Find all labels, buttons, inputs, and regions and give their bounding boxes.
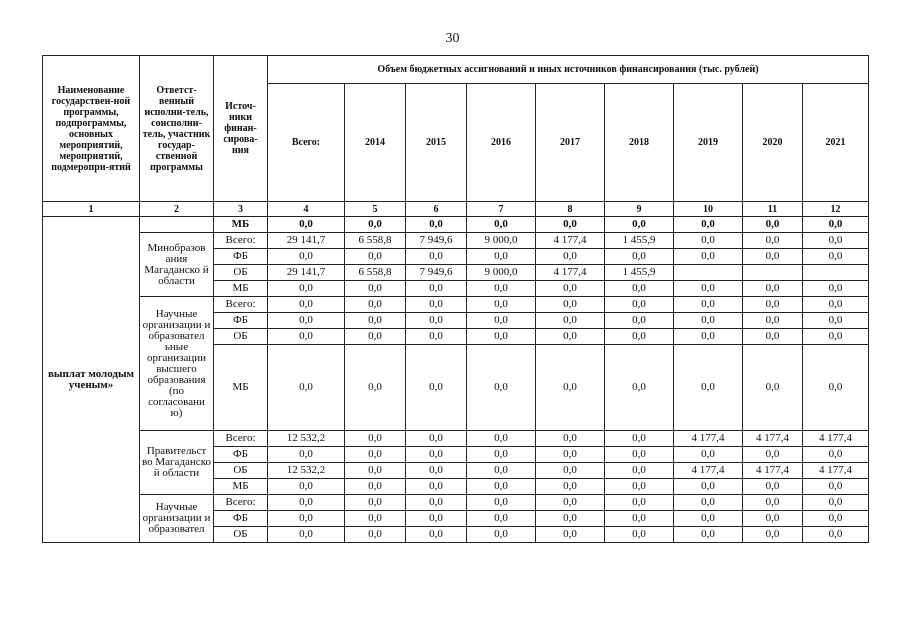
- value-cell: 0,0: [674, 249, 743, 265]
- responsible-cell: Минобразов ания Магаданско й области: [140, 233, 214, 297]
- value-cell: 0,0: [536, 217, 605, 233]
- value-cell: 0,0: [803, 217, 869, 233]
- value-cell: 0,0: [803, 345, 869, 431]
- funding-source-cell: ОБ: [214, 329, 268, 345]
- funding-source-cell: ОБ: [214, 265, 268, 281]
- funding-source-cell: МБ: [214, 479, 268, 495]
- value-cell: 0,0: [674, 495, 743, 511]
- value-cell: 7 949,6: [406, 233, 467, 249]
- value-cell: 0,0: [605, 511, 674, 527]
- responsible-cell: Научные организации и образовател ьные организации высшего образования (по согласовани ю): [140, 297, 214, 431]
- funding-source-cell: ФБ: [214, 313, 268, 329]
- value-cell: 0,0: [743, 495, 803, 511]
- value-cell: 0,0: [743, 313, 803, 329]
- column-number: 5: [345, 202, 406, 217]
- value-cell: 0,0: [467, 479, 536, 495]
- column-number: 3: [214, 202, 268, 217]
- value-cell: 0,0: [268, 249, 345, 265]
- value-cell: 0,0: [605, 281, 674, 297]
- header-year: 2020: [743, 84, 803, 202]
- value-cell: 0,0: [605, 431, 674, 447]
- funding-source-cell: МБ: [214, 345, 268, 431]
- value-cell: 0,0: [674, 511, 743, 527]
- value-cell: 0,0: [743, 511, 803, 527]
- value-cell: 0,0: [467, 217, 536, 233]
- column-number: 10: [674, 202, 743, 217]
- table-row: [43, 233, 869, 249]
- responsible-cell: Правительст во Магаданско й области: [140, 431, 214, 495]
- measure-name-cell: выплат молодым ученым»: [43, 217, 140, 543]
- column-number: 2: [140, 202, 214, 217]
- value-cell: 0,0: [743, 479, 803, 495]
- value-cell: 0,0: [536, 447, 605, 463]
- table-row: [43, 495, 869, 511]
- header-responsible: Ответст-венный исполни-тель, соисполни-тель, участник государ-ственной программы: [140, 56, 214, 202]
- header-program-name: Наименование государствен-ной программы, подпрограммы, основных мероприятий, мероприятий, подмеропри-ятий: [43, 56, 140, 202]
- funding-source-cell: Всего:: [214, 495, 268, 511]
- column-number-row: [43, 202, 869, 217]
- value-cell: 0,0: [803, 527, 869, 543]
- value-cell: 0,0: [268, 329, 345, 345]
- funding-source-cell: ОБ: [214, 463, 268, 479]
- value-cell: 6 558,8: [345, 265, 406, 281]
- funding-source-cell: Всего:: [214, 431, 268, 447]
- value-cell: 12 532,2: [268, 463, 345, 479]
- value-cell: 0,0: [743, 281, 803, 297]
- value-cell: 0,0: [467, 297, 536, 313]
- funding-source-cell: ФБ: [214, 511, 268, 527]
- column-number: 6: [406, 202, 467, 217]
- value-cell: 0,0: [803, 447, 869, 463]
- value-cell: 0,0: [536, 431, 605, 447]
- value-cell: 0,0: [536, 281, 605, 297]
- value-cell: 0,0: [674, 297, 743, 313]
- value-cell: 0,0: [803, 479, 869, 495]
- value-cell: 0,0: [345, 345, 406, 431]
- header-funding-source: Источ-ники финан-сирова-ния: [214, 56, 268, 202]
- value-cell: 0,0: [743, 249, 803, 265]
- value-cell: [674, 265, 743, 281]
- value-cell: 0,0: [467, 313, 536, 329]
- responsible-cell: Научные организации и образовател: [140, 495, 214, 543]
- value-cell: 0,0: [674, 447, 743, 463]
- header-year: 2016: [467, 84, 536, 202]
- value-cell: 0,0: [743, 527, 803, 543]
- value-cell: 0,0: [605, 297, 674, 313]
- value-cell: 0,0: [268, 297, 345, 313]
- column-number: 12: [803, 202, 869, 217]
- value-cell: 4 177,4: [803, 431, 869, 447]
- value-cell: 4 177,4: [674, 463, 743, 479]
- value-cell: 0,0: [467, 281, 536, 297]
- value-cell: 0,0: [268, 345, 345, 431]
- value-cell: 4 177,4: [743, 431, 803, 447]
- value-cell: 0,0: [345, 495, 406, 511]
- value-cell: 9 000,0: [467, 233, 536, 249]
- value-cell: 0,0: [536, 495, 605, 511]
- value-cell: 0,0: [803, 281, 869, 297]
- responsible-cell-empty: [140, 217, 214, 233]
- funding-source-cell: ФБ: [214, 447, 268, 463]
- header-year: 2019: [674, 84, 743, 202]
- value-cell: [743, 265, 803, 281]
- header-funding-title: Объем бюджетных ассигнований и иных источников финансирования (тыс. рублей): [268, 56, 869, 84]
- header-year: 2015: [406, 84, 467, 202]
- value-cell: 0,0: [268, 313, 345, 329]
- funding-source-cell: МБ: [214, 217, 268, 233]
- funding-source-cell: ОБ: [214, 527, 268, 543]
- value-cell: 0,0: [743, 297, 803, 313]
- value-cell: 6 558,8: [345, 233, 406, 249]
- value-cell: 0,0: [803, 511, 869, 527]
- value-cell: 0,0: [268, 527, 345, 543]
- table-row: [43, 217, 869, 233]
- value-cell: 0,0: [536, 463, 605, 479]
- value-cell: 0,0: [674, 527, 743, 543]
- value-cell: 0,0: [345, 511, 406, 527]
- value-cell: 29 141,7: [268, 233, 345, 249]
- value-cell: 7 949,6: [406, 265, 467, 281]
- value-cell: 0,0: [345, 313, 406, 329]
- header-year: 2021: [803, 84, 869, 202]
- value-cell: 4 177,4: [536, 233, 605, 249]
- value-cell: 0,0: [345, 463, 406, 479]
- value-cell: 0,0: [674, 329, 743, 345]
- value-cell: 9 000,0: [467, 265, 536, 281]
- value-cell: 0,0: [536, 297, 605, 313]
- value-cell: 0,0: [345, 297, 406, 313]
- value-cell: 4 177,4: [803, 463, 869, 479]
- value-cell: 0,0: [268, 511, 345, 527]
- value-cell: 0,0: [406, 479, 467, 495]
- value-cell: 0,0: [268, 479, 345, 495]
- value-cell: 0,0: [345, 249, 406, 265]
- value-cell: 0,0: [605, 463, 674, 479]
- value-cell: 0,0: [743, 233, 803, 249]
- value-cell: 0,0: [536, 345, 605, 431]
- value-cell: 4 177,4: [536, 265, 605, 281]
- value-cell: 0,0: [605, 527, 674, 543]
- value-cell: 0,0: [345, 447, 406, 463]
- column-number: 9: [605, 202, 674, 217]
- value-cell: 0,0: [345, 527, 406, 543]
- value-cell: 0,0: [406, 431, 467, 447]
- value-cell: 0,0: [406, 345, 467, 431]
- value-cell: 0,0: [467, 431, 536, 447]
- column-number: 7: [467, 202, 536, 217]
- value-cell: 0,0: [536, 313, 605, 329]
- value-cell: 0,0: [467, 463, 536, 479]
- value-cell: 0,0: [406, 511, 467, 527]
- header-row-1: [43, 56, 869, 84]
- value-cell: 1 455,9: [605, 265, 674, 281]
- column-number: 11: [743, 202, 803, 217]
- column-number: 4: [268, 202, 345, 217]
- value-cell: 0,0: [674, 217, 743, 233]
- value-cell: 0,0: [536, 329, 605, 345]
- value-cell: 0,0: [743, 217, 803, 233]
- value-cell: 0,0: [674, 281, 743, 297]
- value-cell: 0,0: [743, 329, 803, 345]
- header-year: 2014: [345, 84, 406, 202]
- column-number: 1: [43, 202, 140, 217]
- budget-table: [42, 55, 869, 543]
- value-cell: 0,0: [674, 233, 743, 249]
- value-cell: 0,0: [345, 479, 406, 495]
- value-cell: 0,0: [605, 329, 674, 345]
- value-cell: 0,0: [268, 281, 345, 297]
- value-cell: 29 141,7: [268, 265, 345, 281]
- value-cell: 0,0: [605, 479, 674, 495]
- value-cell: 0,0: [803, 297, 869, 313]
- value-cell: 0,0: [467, 495, 536, 511]
- value-cell: 0,0: [803, 495, 869, 511]
- table-row: [43, 297, 869, 313]
- value-cell: 1 455,9: [605, 233, 674, 249]
- value-cell: 0,0: [406, 249, 467, 265]
- table-row: [43, 431, 869, 447]
- value-cell: 0,0: [406, 447, 467, 463]
- page-number: 30: [445, 31, 460, 46]
- value-cell: 0,0: [605, 447, 674, 463]
- value-cell: 0,0: [605, 345, 674, 431]
- value-cell: 0,0: [406, 463, 467, 479]
- column-number: 8: [536, 202, 605, 217]
- value-cell: 0,0: [406, 217, 467, 233]
- value-cell: 0,0: [345, 329, 406, 345]
- value-cell: 0,0: [406, 313, 467, 329]
- header-year-total: Всего:: [268, 84, 345, 202]
- value-cell: 0,0: [467, 511, 536, 527]
- value-cell: 0,0: [605, 249, 674, 265]
- value-cell: 0,0: [605, 313, 674, 329]
- value-cell: 0,0: [467, 527, 536, 543]
- value-cell: 0,0: [406, 527, 467, 543]
- value-cell: 0,0: [268, 447, 345, 463]
- value-cell: 0,0: [536, 527, 605, 543]
- value-cell: 0,0: [743, 447, 803, 463]
- funding-source-cell: Всего:: [214, 297, 268, 313]
- header-year: 2017: [536, 84, 605, 202]
- value-cell: 0,0: [467, 345, 536, 431]
- value-cell: 4 177,4: [674, 431, 743, 447]
- value-cell: 0,0: [536, 249, 605, 265]
- value-cell: 0,0: [268, 495, 345, 511]
- value-cell: [803, 265, 869, 281]
- value-cell: 0,0: [406, 281, 467, 297]
- header-year: 2018: [605, 84, 674, 202]
- value-cell: 0,0: [803, 313, 869, 329]
- value-cell: 0,0: [803, 249, 869, 265]
- value-cell: 0,0: [605, 495, 674, 511]
- value-cell: 0,0: [803, 233, 869, 249]
- value-cell: 0,0: [674, 345, 743, 431]
- value-cell: 0,0: [406, 495, 467, 511]
- value-cell: 0,0: [674, 479, 743, 495]
- funding-source-cell: МБ: [214, 281, 268, 297]
- value-cell: 4 177,4: [743, 463, 803, 479]
- value-cell: 0,0: [743, 345, 803, 431]
- value-cell: 0,0: [467, 447, 536, 463]
- value-cell: 0,0: [467, 329, 536, 345]
- value-cell: 0,0: [268, 217, 345, 233]
- value-cell: 0,0: [345, 281, 406, 297]
- value-cell: 0,0: [536, 479, 605, 495]
- value-cell: 0,0: [605, 217, 674, 233]
- value-cell: 0,0: [467, 249, 536, 265]
- value-cell: 0,0: [406, 329, 467, 345]
- value-cell: 0,0: [345, 431, 406, 447]
- value-cell: 0,0: [536, 511, 605, 527]
- value-cell: 0,0: [803, 329, 869, 345]
- value-cell: 12 532,2: [268, 431, 345, 447]
- funding-source-cell: Всего:: [214, 233, 268, 249]
- value-cell: 0,0: [345, 217, 406, 233]
- value-cell: 0,0: [674, 313, 743, 329]
- value-cell: 0,0: [406, 297, 467, 313]
- funding-source-cell: ФБ: [214, 249, 268, 265]
